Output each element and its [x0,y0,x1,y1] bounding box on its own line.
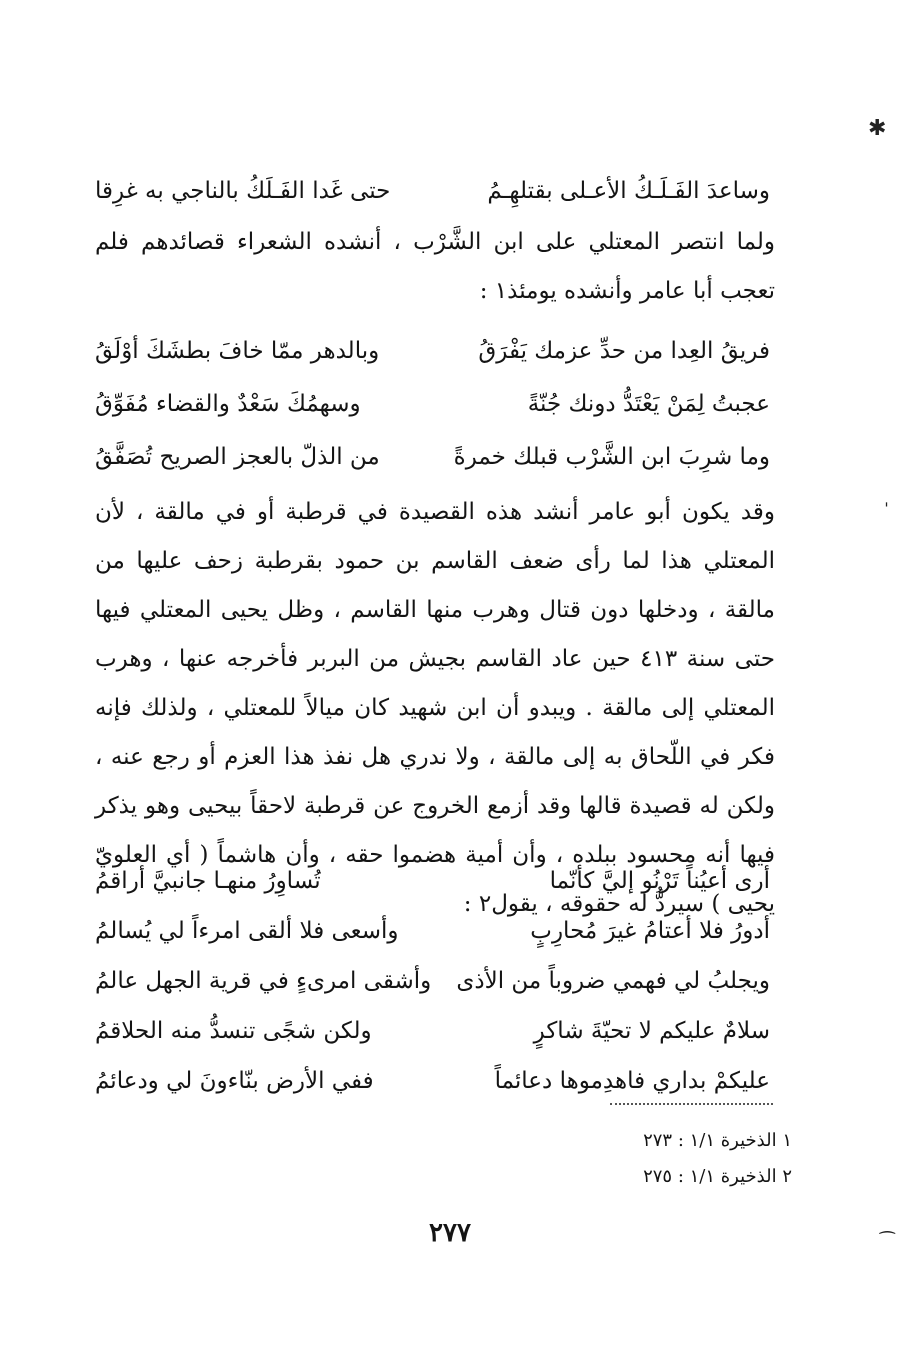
margin-tick-mark: ˈ [884,500,889,521]
margin-tick-mark: ⁀ [880,1232,895,1253]
verse-first-hemistich: ويجلبُ لي فهمي ضروباً من الأذى [456,968,770,994]
poem-one-verse [95,328,770,374]
footnote-divider [610,1103,773,1105]
verse-first-hemistich: عجبتُ لِمَنْ يَعْتَدُّ دونك جُنّةً [527,391,770,417]
verse-second-hemistich: حتى غَدا الفَـلَكُ بالناجي به غرِقا [95,178,391,204]
verse-first-hemistich: وساعدَ الفَـلَـكُ الأعـلى بقتلهِـمُ [487,178,770,204]
verse-second-hemistich: وبالدهر ممّا خافَ بطشَكَ أوْلَقُ [95,338,380,364]
verse-second-hemistich: ففي الأرض بنّاءونَ لي ودعائمُ [95,1068,374,1094]
verse-first-hemistich: فريقُ العِدا من حدِّ عزمك يَفْرَقُ [478,338,770,364]
paragraph-intro: ولما انتصر المعتلي على ابن الشَّرْب ، أنشده الشعراء قصائدهم فلم تعجب أبا عامر وأنشده يومئذ١ : [95,229,775,304]
poem-two-verse [95,858,770,904]
poem-two-verse [95,908,770,954]
poem-one-verse [95,381,770,427]
poem-one-verse [95,434,770,480]
verse-first-hemistich: أدورُ فلا أعتامُ غيرَ مُحارِبٍ [530,918,770,944]
poem-two-verse [95,1058,770,1104]
verse-second-hemistich: من الذلّ بالعجز الصريح تُصَفَّقُ [95,444,380,470]
verse-first-hemistich: عليكمْ بداري فاهدِموها دعائماً [494,1068,770,1094]
margin-asterisk-mark: ✱ [868,116,887,141]
verse-first-hemistich: وما شرِبَ ابن الشَّرْب قبلك خمرةً [453,444,770,470]
verse-second-hemistich: تُساوِرُ منهـا جانبيَّ أراقمُ [95,868,321,894]
verse-second-hemistich: ولكن شجًى تنسدُّ منه الحلاقمُ [95,1018,372,1044]
page-number: ٢٧٧ [429,1218,471,1248]
opening-verse [95,168,770,214]
footnote-2: ٢ الذخيرة ١/١ : ٢٧٥ [643,1166,792,1187]
verse-second-hemistich: وأسعى فلا ألقى امرءاً لي يُسالمُ [95,918,399,944]
verse-second-hemistich: وسهمُكَ سَعْدٌ والقضاء مُفَوِّقُ [95,391,361,417]
footnote-1: ١ الذخيرة ١/١ : ٢٧٣ [643,1130,792,1151]
poem-two-verse [95,958,770,1004]
verse-first-hemistich: سلامٌ عليكم لا تحيّةَ شاكرٍ [533,1018,770,1044]
verse-second-hemistich: وأشقى امرىءٍ في قرية الجهل عالمُ [95,968,432,994]
poem-two-verse [95,1008,770,1054]
paragraph-body: وقد يكون أبو عامر أنشد هذه القصيدة في قرطبة أو في مالقة ، لأن المعتلي هذا لما رأى ضعف القاسم بن حمود بقرطبة زحف عليها من مالقة ، ودخلها دون قتال وهرب منها القاسم ، وظل يحيى المعتلي فيها حتى سنة ٤١٣ حين عاد القاسم بجيش من البربر فأخرجه عنها ، وهرب المعتلي إلى مالقة . ويبدو أن ابن شهيد كان ميالاً للمعتلي ، ولذلك فإنه فكر في اللّحاق به إلى مالقة ، ولا ندري هل نفذ هذا العزم أو رجع عنه ، ولكن له قصيدة قالها وقد أزمع الخروج عن قرطبة لاحقاً بيحيى وهو يذكر فيها أنه محسود ببلده ، وأن أمية هضموا حقه ، وأن هاشماً ( أي العلويّ يحيى ) سيردُّ له حقوقه ، يقول٢ : [95,499,775,917]
verse-first-hemistich: أرى أعيُناً تَرْنُو إليَّ كأنّما [549,868,770,894]
